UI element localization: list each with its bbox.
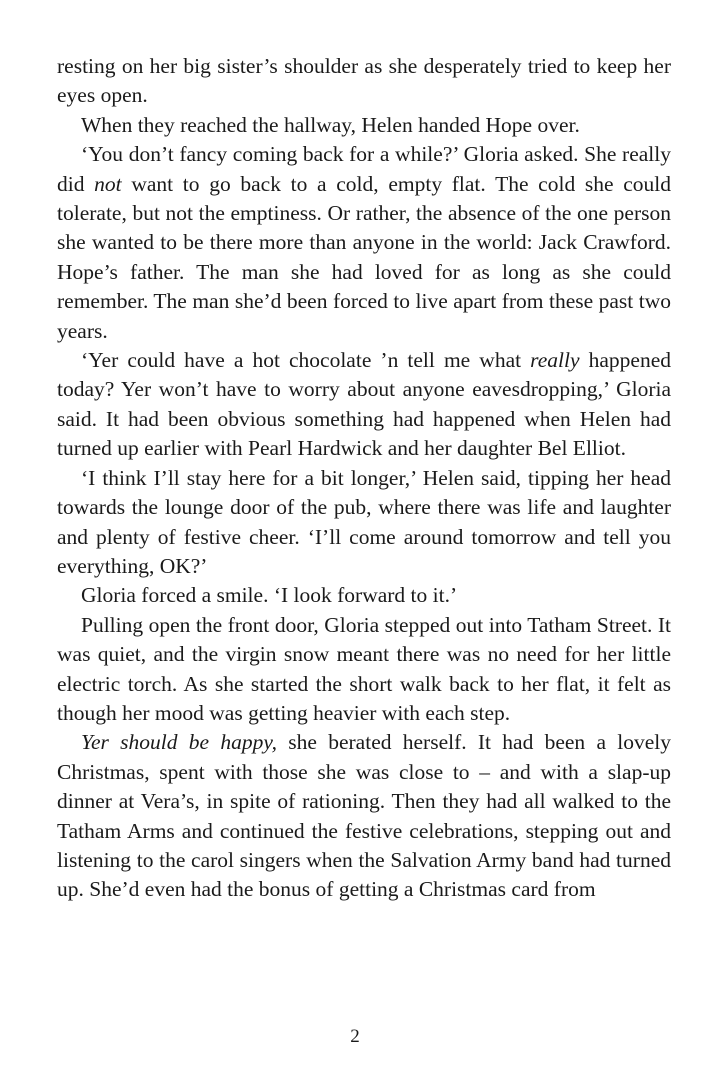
paragraph	[57, 346, 671, 464]
page-number: 2	[350, 1026, 361, 1047]
paragraph	[57, 140, 671, 346]
italic-text-run: Yer should be happy,	[81, 730, 278, 755]
text-run: Pulling open the front door, Gloria stepped out into Tatham Street. It was quiet, and the virgin snow meant there was no need for her little electric torch. As she started the short walk back to her flat, it felt as though her mood was getting heavier with each step.	[57, 612, 671, 725]
text-run: ‘You don’t fancy coming back for a while?’ Gloria asked. She really did	[57, 142, 671, 196]
text-run: resting on her big sister’s shoulder as she desperately tried to keep her eyes open.	[57, 54, 671, 108]
text-run: When they reached the hallway, Helen handed Hope over.	[81, 112, 580, 137]
paragraph	[57, 581, 671, 610]
text-run: Gloria forced a smile. ‘I look forward to it.’	[81, 583, 458, 608]
text-run: want to go back to a cold, empty flat. The cold she could tolerate, but not the emptiness. Or rather, the absence of the one person she wanted to be there more than anyone in the world: Jack Crawford. Hope’s father. The man she had loved for as long as she could remember. The man she’d been forced to live apart from these past two years.	[57, 171, 671, 343]
italic-text-run: not	[94, 171, 122, 196]
page-body	[57, 52, 671, 905]
italic-text-run: really	[530, 348, 580, 373]
paragraph	[57, 464, 671, 582]
text-run: she berated herself. It had been a lovely Christmas, spent with those she was close to – and with a slap-up dinner at Vera’s, in spite of rationing. Then they had all walked to the Tatham Arms and continued the festive celebrations, stepping out and listening to the carol singers when the Salvation Army band had turned up. She’d even had the bonus of getting a Christmas card from	[57, 730, 671, 902]
paragraph	[57, 52, 671, 111]
paragraph	[57, 728, 671, 904]
paragraph	[57, 111, 671, 140]
text-run: ‘Yer could have a hot chocolate ’n tell me what	[81, 348, 531, 373]
text-run: ‘I think I’ll stay here for a bit longer,’ Helen said, tipping her head towards the lounge door of the pub, where there was life and laughter and plenty of festive cheer. ‘I’ll come around tomorrow and tell you everything, OK?’	[57, 465, 671, 578]
text-run: happened today? Yer won’t have to worry about anyone eavesdropping,’ Gloria said. It had been obvious something had happened when Helen had turned up earlier with Pearl Hardwick and her daughter Bel Elliot.	[57, 348, 671, 461]
paragraph	[57, 611, 671, 729]
